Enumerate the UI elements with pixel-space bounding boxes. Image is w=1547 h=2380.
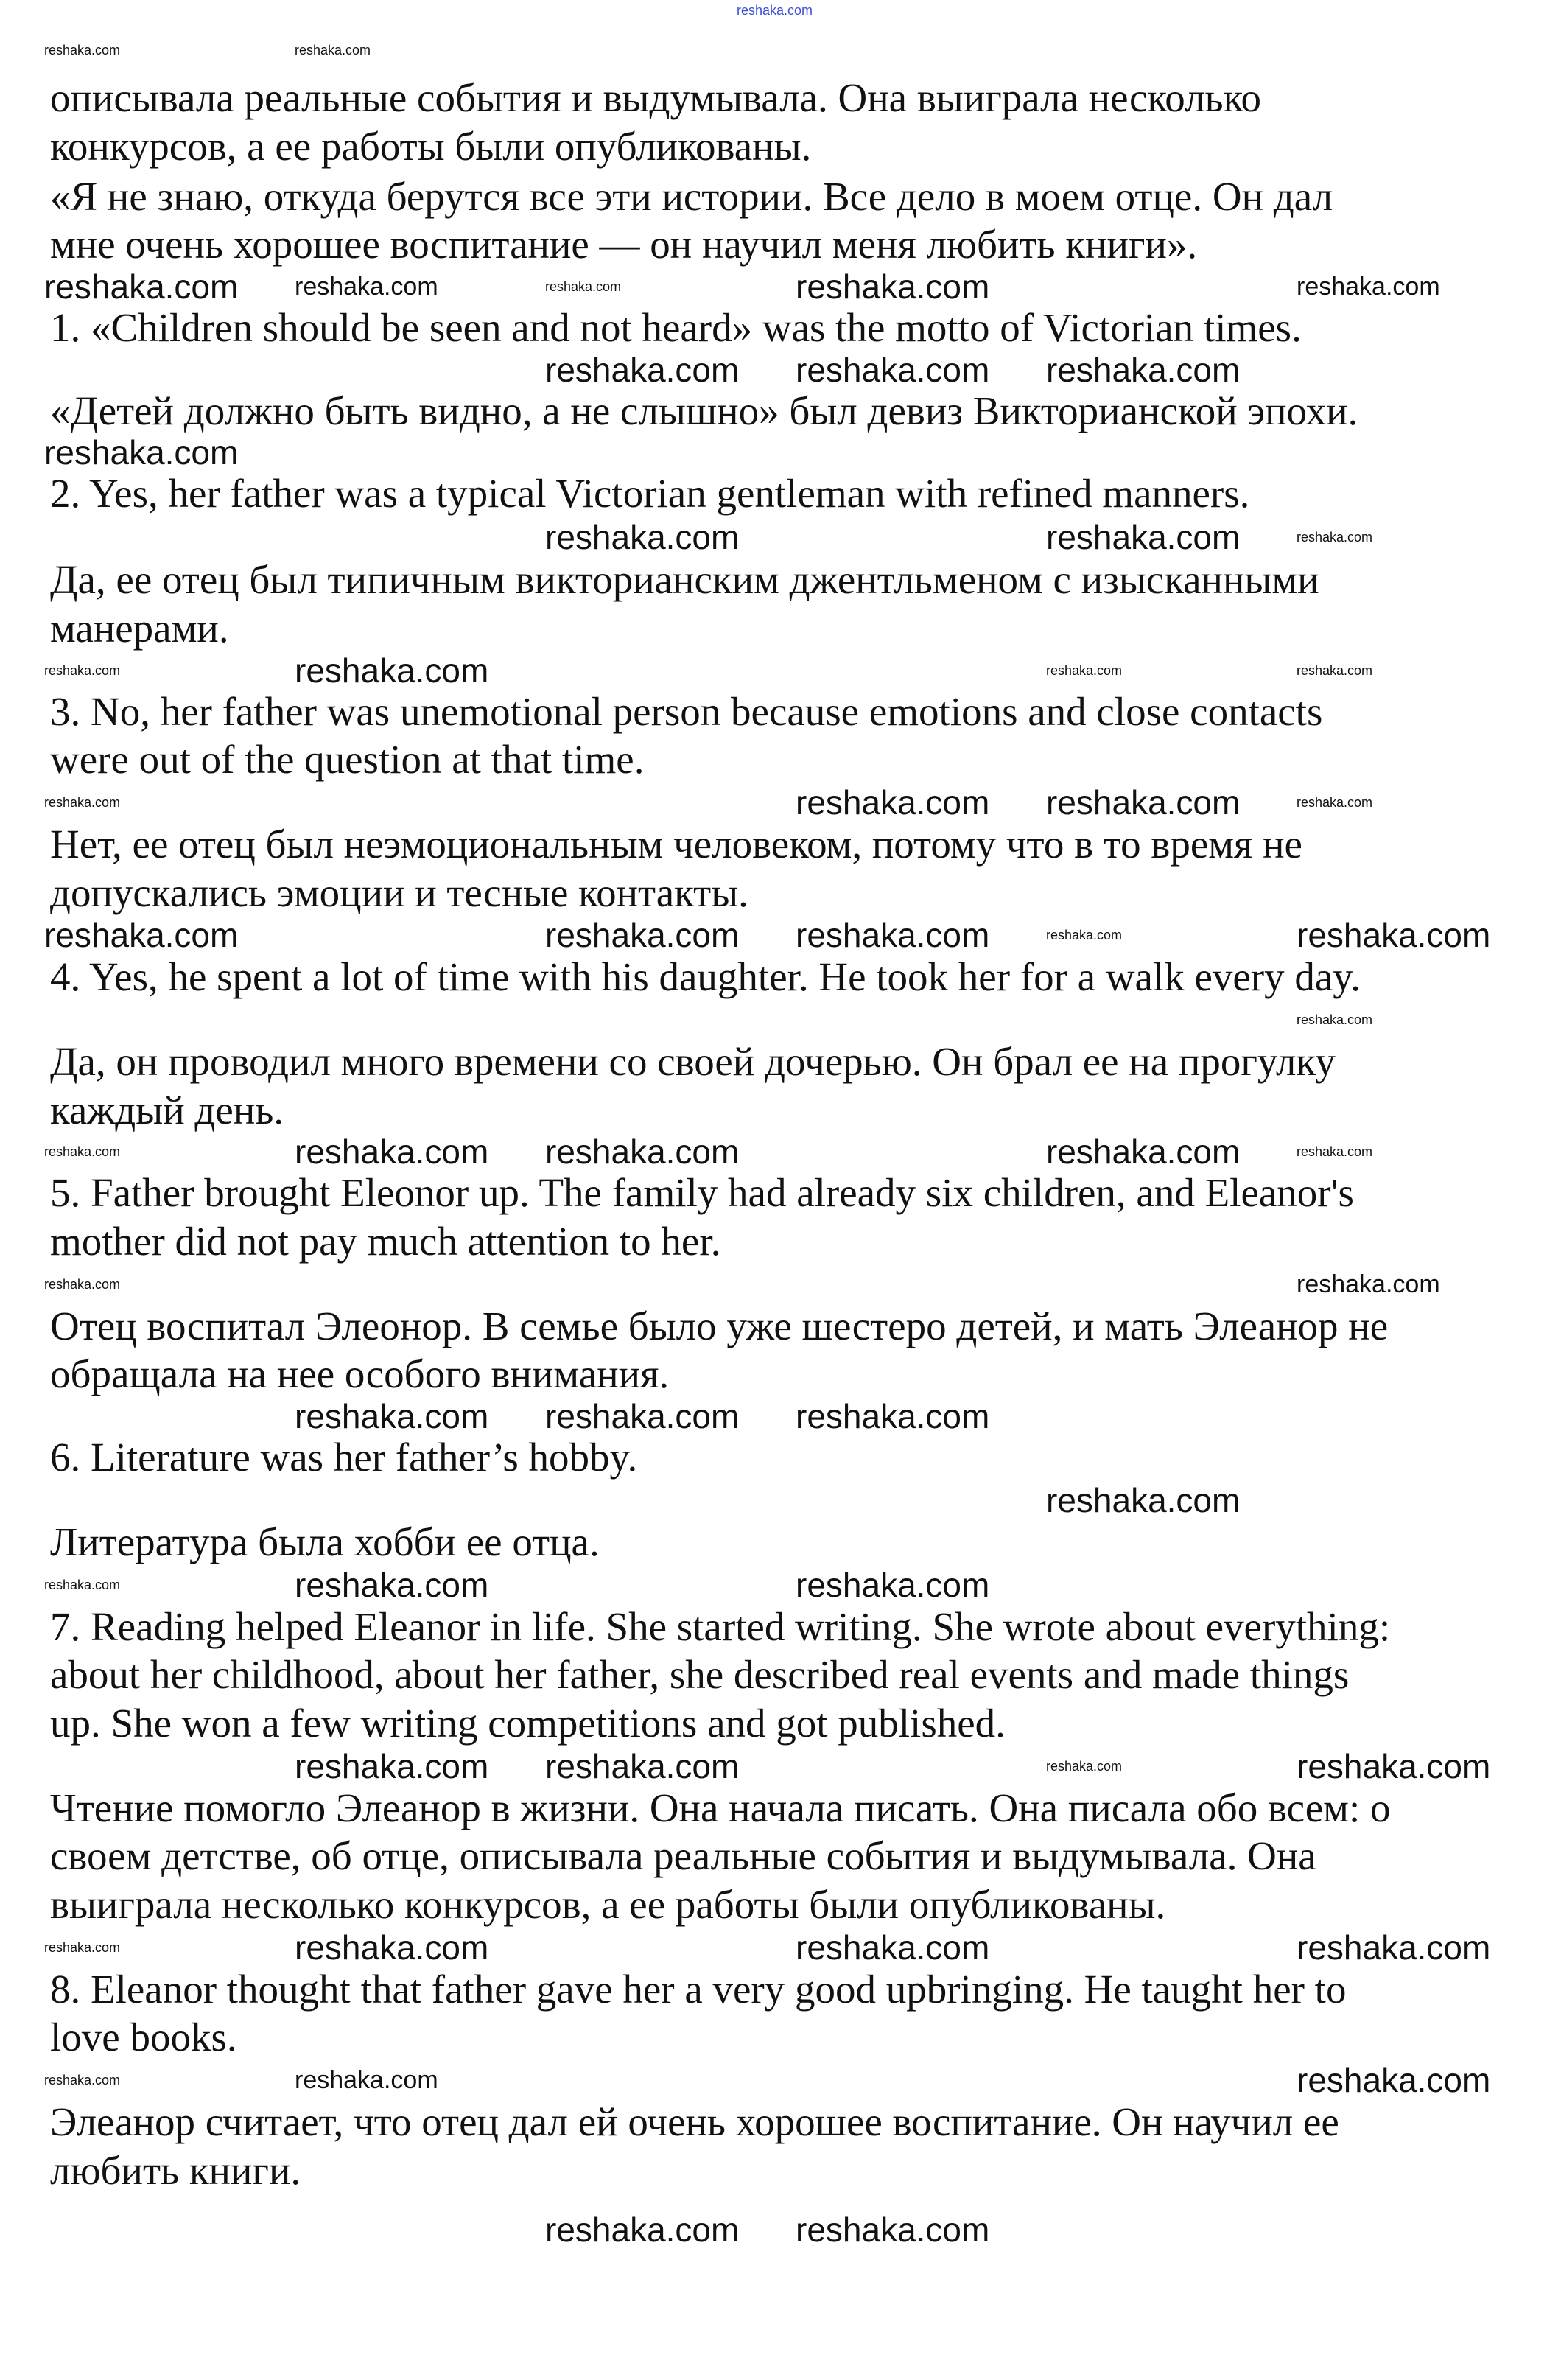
watermark: reshaka.com [545,279,622,294]
watermark: reshaka.com [545,1747,740,1785]
watermark: reshaka.com [796,1397,990,1435]
text-line: каждый день. [50,1088,284,1133]
watermark: reshaka.com [44,795,121,810]
text-line: Элеанор считает, что отец дал ей очень хорошее воспитание. Он научил ее [50,2099,1339,2144]
text-line: were out of the question at that time. [50,737,645,782]
watermark: reshaka.com [1297,795,1373,810]
watermark: reshaka.com [295,2066,438,2094]
watermark: reshaka.com [295,1928,489,1967]
watermark: reshaka.com [1046,1759,1123,1774]
watermark: reshaka.com [1297,663,1373,678]
watermark: reshaka.com [295,1133,489,1171]
watermark: reshaka.com [1297,1928,1491,1967]
text-line: Да, ее отец был типичным викторианским джентльменом с изысканными [50,557,1319,602]
watermark: reshaka.com [295,273,438,301]
watermark: reshaka.com [1046,783,1241,822]
watermark: reshaka.com [44,1940,121,1955]
watermark: reshaka.com [1297,530,1373,545]
watermark: reshaka.com [44,2073,121,2087]
watermark: reshaka.com [796,2211,990,2249]
text-line: «Я не знаю, откуда берутся все эти истории. Все дело в моем отце. Он дал [50,174,1333,219]
watermark: reshaka.com [44,1144,121,1159]
watermark: reshaka.com [295,651,489,690]
watermark: reshaka.com [295,1566,489,1604]
watermark: reshaka.com [796,1928,990,1967]
text-line: допускались эмоции и тесные контакты. [50,870,748,915]
watermark: reshaka.com [545,518,740,556]
watermark: reshaka.com [1297,273,1440,301]
watermark: reshaka.com [737,3,813,18]
text-line: 3. No, her father was unemotional person because emotions and close contacts [50,689,1323,734]
watermark: reshaka.com [44,267,239,306]
text-line: обращала на нее особого внимания. [50,1351,670,1396]
text-line: Чтение помогло Элеанор в жизни. Она начала писать. Она писала обо всем: о [50,1785,1391,1830]
text-line: 8. Eleanor thought that father gave her a very good upbringing. He taught her to [50,1967,1347,2012]
text-line: манерами. [50,606,229,651]
text-line: 1. «Children should be seen and not heard» was the motto of Victorian times. [50,305,1302,350]
text-line: 2. Yes, her father was a typical Victorian gentleman with refined manners. [50,471,1250,516]
text-line: love books. [50,2015,237,2059]
watermark: reshaka.com [1046,1133,1241,1171]
text-line: мне очень хорошее воспитание — он научил меня любить книги». [50,222,1198,267]
text-line: up. She won a few writing competitions and got published. [50,1701,1006,1746]
watermark: reshaka.com [1297,2061,1491,2099]
text-line: 7. Reading helped Eleanor in life. She started writing. She wrote about everything: [50,1604,1391,1649]
text-line: 4. Yes, he spent a lot of time with his daughter. He took her for a walk every day. [50,954,1361,999]
watermark: reshaka.com [44,1277,121,1292]
watermark: reshaka.com [1297,916,1491,954]
watermark: reshaka.com [796,267,990,306]
watermark: reshaka.com [1297,1012,1373,1027]
watermark: reshaka.com [1046,1481,1241,1519]
watermark: reshaka.com [1046,351,1241,389]
text-line: «Детей должно быть видно, а не слышно» был девиз Викторианской эпохи. [50,388,1358,433]
watermark: reshaka.com [545,2211,740,2249]
text-line: 6. Literature was her father’s hobby. [50,1435,638,1480]
text-line: 5. Father brought Eleonor up. The family had already six children, and Eleanor's [50,1170,1354,1215]
text-line: Отец воспитал Элеонор. В семье было уже шестеро детей, и мать Элеанор не [50,1303,1389,1348]
watermark: reshaka.com [295,43,371,57]
watermark: reshaka.com [44,663,121,678]
watermark: reshaka.com [1046,663,1123,678]
watermark: reshaka.com [1297,1747,1491,1785]
watermark: reshaka.com [545,1133,740,1171]
watermark: reshaka.com [295,1747,489,1785]
text-line: описывала реальные события и выдумывала. Она выиграла несколько [50,75,1262,120]
watermark: reshaka.com [796,351,990,389]
text-line: about her childhood, about her father, she described real events and made things [50,1652,1350,1697]
watermark: reshaka.com [1297,1270,1440,1298]
text-line: Литература была хобби ее отца. [50,1519,600,1564]
watermark: reshaka.com [796,916,990,954]
watermark: reshaka.com [1297,1144,1373,1159]
watermark: reshaka.com [44,43,121,57]
text-line: выиграла несколько конкурсов, а ее работы были опубликованы. [50,1882,1166,1927]
watermark: reshaka.com [44,916,239,954]
text-line: mother did not pay much attention to her. [50,1219,721,1264]
text-line: своем детстве, об отце, описывала реальные события и выдумывала. Она [50,1833,1316,1878]
watermark: reshaka.com [44,1578,121,1592]
watermark: reshaka.com [295,1397,489,1435]
watermark: reshaka.com [44,433,239,472]
watermark: reshaka.com [545,351,740,389]
watermark: reshaka.com [796,1566,990,1604]
watermark: reshaka.com [545,916,740,954]
text-line: Нет, ее отец был неэмоциональным человеком, потому что в то время не [50,822,1302,867]
text-line: конкурсов, а ее работы были опубликованы. [50,124,812,169]
watermark: reshaka.com [545,1397,740,1435]
text-line: любить книги. [50,2148,301,2193]
watermark: reshaka.com [1046,928,1123,942]
watermark: reshaka.com [1046,518,1241,556]
text-line: Да, он проводил много времени со своей дочерью. Он брал ее на прогулку [50,1039,1336,1084]
watermark: reshaka.com [796,783,990,822]
